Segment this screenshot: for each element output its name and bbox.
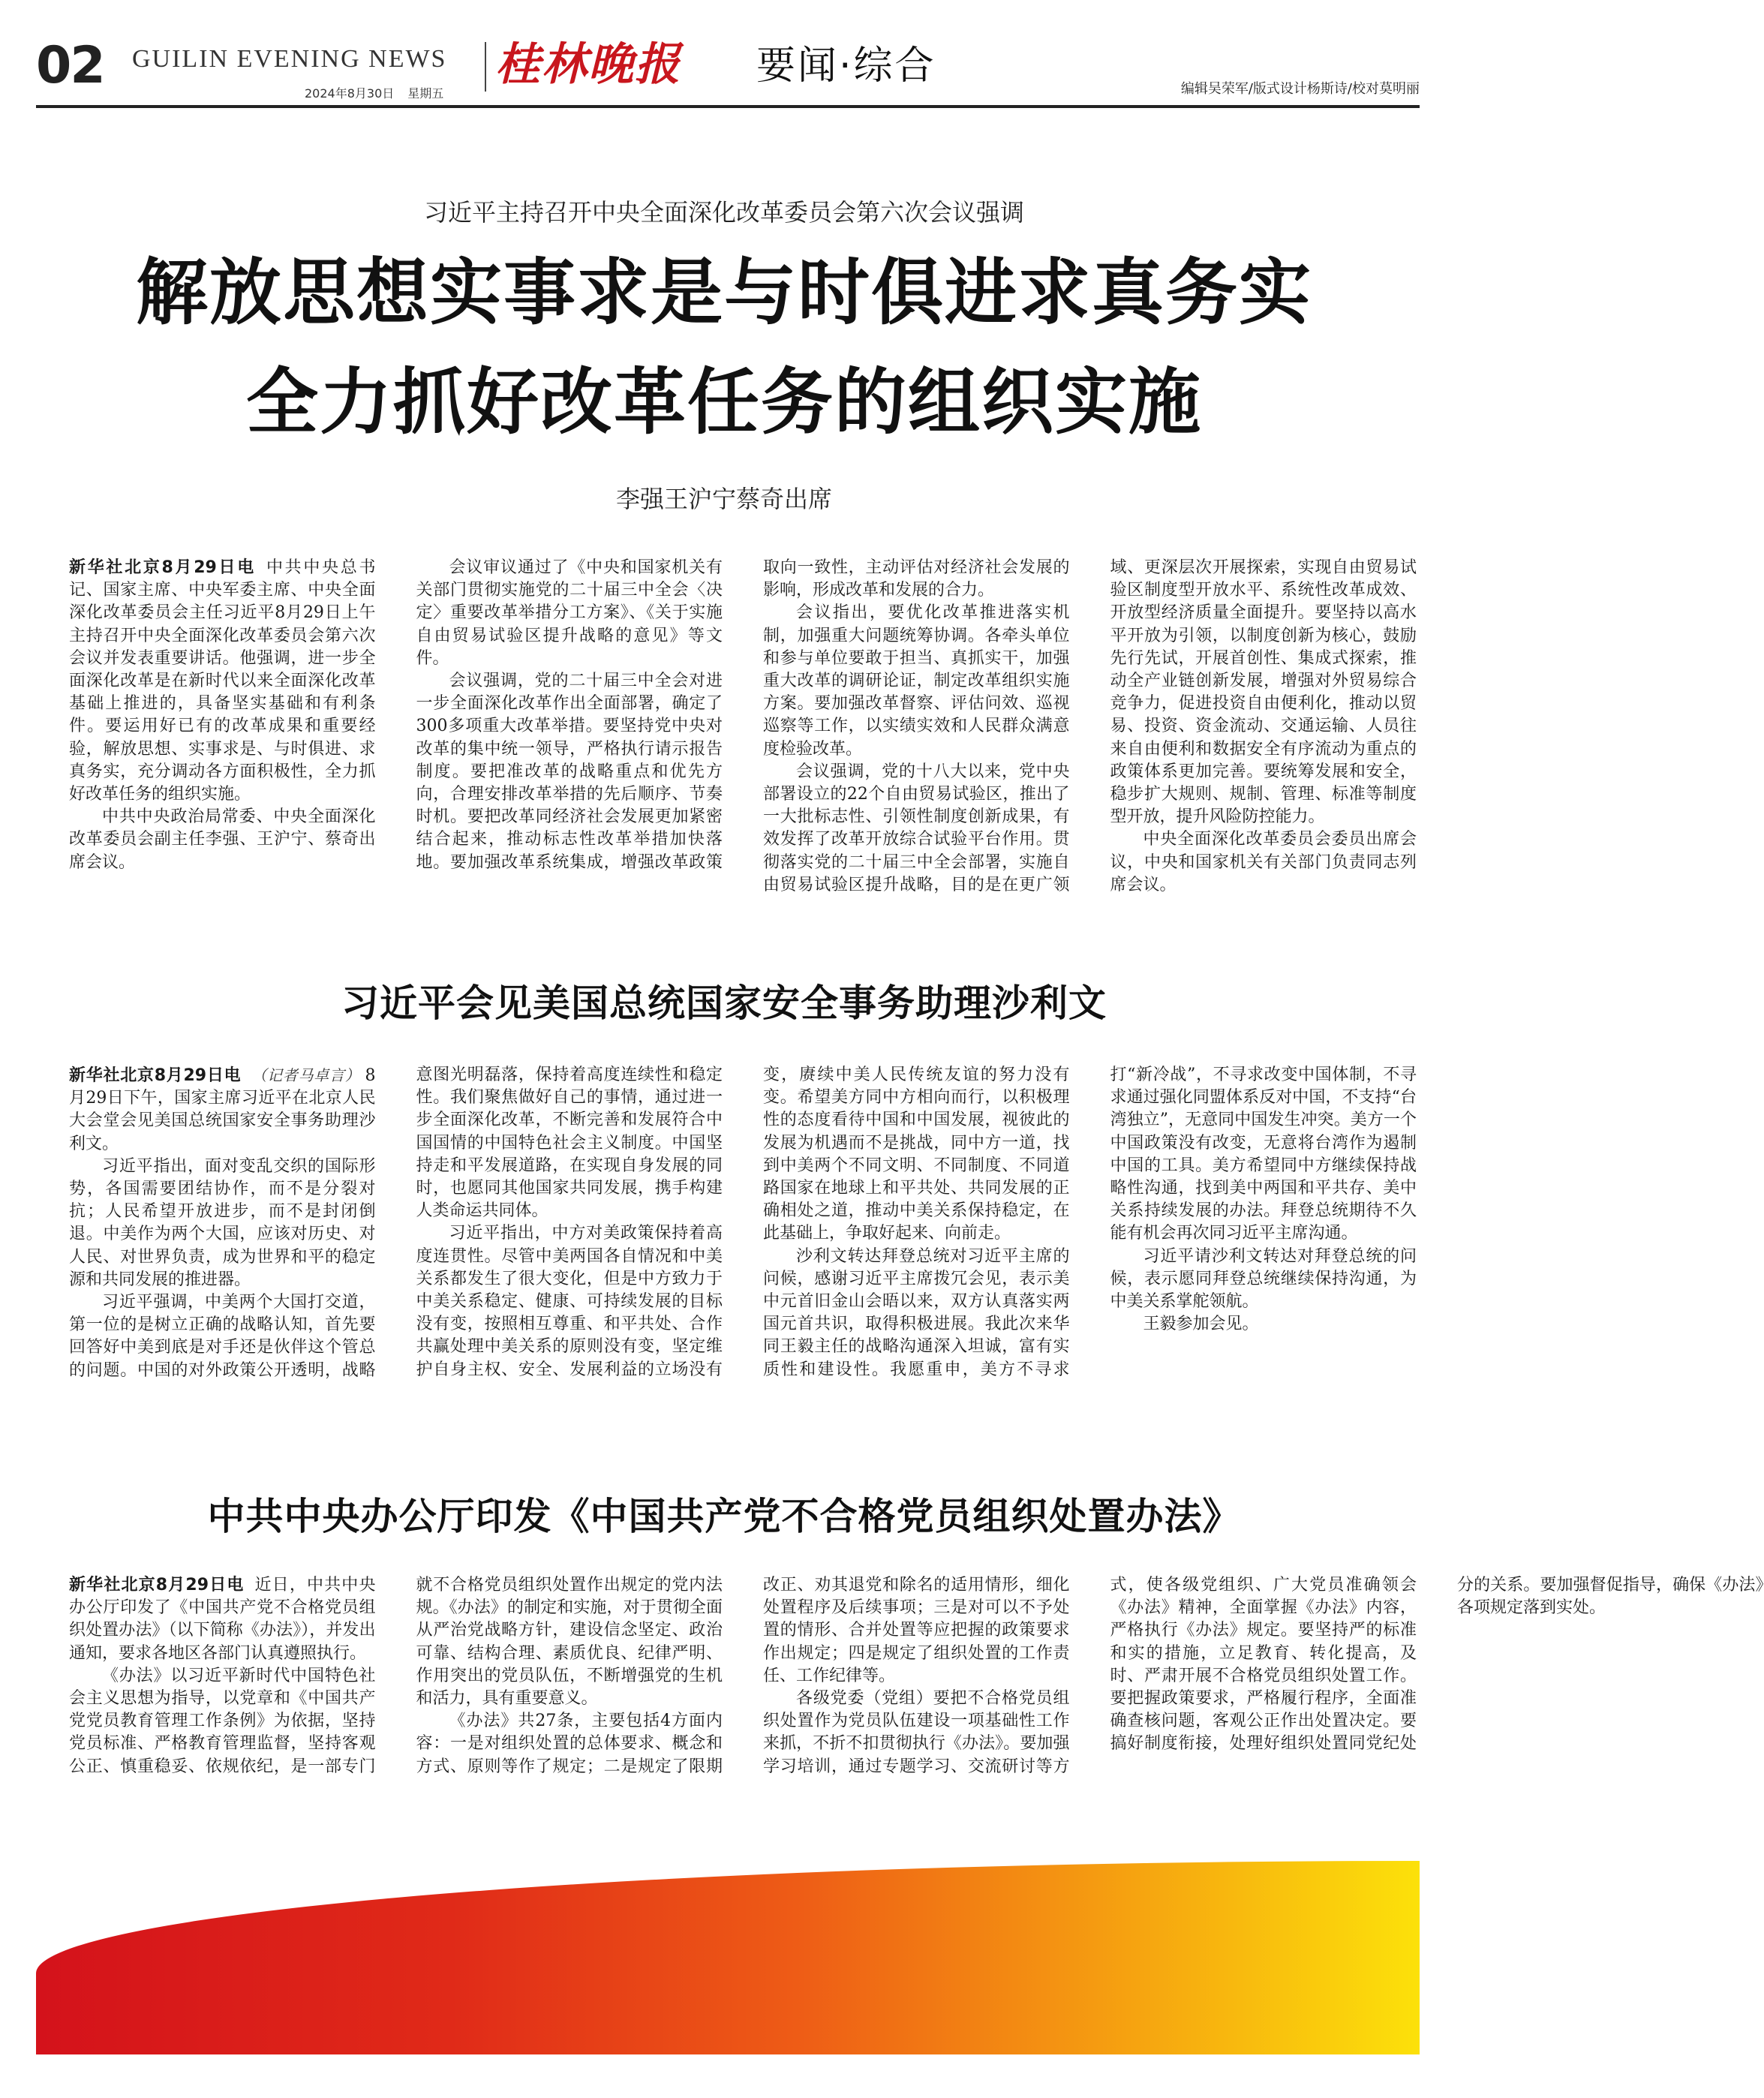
article-paragraph: 新华社北京8月29日电 （记者马卓言） 8月29日下午，国家主席习近平在北京人民大会堂会见美国总统国家安全事务助理沙利文。 [69,1066,376,1153]
article-paragraph: 会议强调，党的二十届三中全会对进一步全面深化改革作出全面部署，确定了300多项重大改革举措。要坚持党中央对改革的集中统一领导，严格执行请示报告制度。要把准改革的战略重点和优先方向，合理安排改革举措的先后顺序、节奏时机。要把改革同经济社会发展更加紧密结合起来，推动标志性改革举措加快落地。要加强改革系统集成，增强改革政策取向一致性，主动评估对经济社会发展的影响，形成改革和发展的合力。 [416,558,1070,872]
date: 2024年8月30日 [305,86,395,101]
dateline: 新华社北京8月29日电 [69,558,256,577]
page-number: 02 [36,36,104,95]
decorative-color-band [36,1861,1420,2054]
article-paragraph: 新华社北京8月29日电 中共中央总书记、国家主席、中央军委主席、中央全面深化改革委员会主任习近平8月29日上午主持召开中央全面深化改革委员会第六次会议并发表重要讲话。他强调，进一步全面深化改革是在新时代以来全面深化改革基础上推进的，具备坚实基础和有利条件。要运用好已有的改革成果和重要经验，解放思想、实事求是、与时俱进、求真务实，充分调动各方面积极性，全力抓好改革任务的组织实施。 [69,558,376,804]
article-paragraph: 各级党委（党组）要把不合格党员组织处置作为党员队伍建设一项基础性工作来抓，不折不扣贯彻执行《办法》。要加强学习培训，通过专题学习、交流研讨等方式，使各级党组织、广大党员准确领会《办法》精神，全面掌握《办法》内容，严格执行《办法》规定。要坚持严的标准和实的措施，立足教育、转化提高，及时、严肃开展不合格党员组织处置工作。要把握政策要求，严格履行程序，全面准确查核问题，客观公正作出处置决定。要搞好制度衔接，处理好组织处置同党纪处分的关系。要加强督促指导，确保《办法》各项规定落到实处。 [763,1576,1764,1776]
issue-date [305,84,443,101]
article-paragraph: 会议审议通过了《中央和国家机关有关部门贯彻实施党的二十届三中全会〈决定〉重要改革举措分工方案》、《关于实施自由贸易试验区提升战略的意见》等文件。 [416,558,723,668]
story-3-body [69,1574,1764,1799]
masthead-rule [36,105,1420,108]
article-paragraph: 沙利文转达拜登总统对习近平主席的问候，感谢习近平主席拨冗会见，表示美中元首旧金山会晤以来，双方认真落实两国元首共识，取得积极进展。我此次来华同王毅主任的战略沟通深入坦诚，富有实质性和建设性。我愿重申，美方不寻求打“新冷战”，不寻求改变中国体制，不寻求通过强化同盟体系反对中国，不支持“台湾独立”，无意同中国发生冲突。美方一个中国政策没有改变，无意将台湾作为遏制中国的工具。美方希望同中方继续保持战略性沟通，找到美中两国和平共存、美中关系持续发展的办法。拜登总统期待不久能有机会再次同习近平主席沟通。 [763,1066,1417,1379]
lead-title-line-1: 解放思想实事求是与时俱进求真务实 [136,251,1312,335]
story-3-title: 中共中央办公厅印发《中国共产党不合格党员组织处置办法》 [207,1495,1241,1538]
paper-logo: 桂林晚报 [495,38,681,91]
article-paragraph: 中共中央政治局常委、中央全面深化改革委员会副主任李强、王沪宁、蔡奇出席会议。 [69,807,376,872]
article-paragraph: 习近平强调，中美两个大国打交道，第一位的是树立正确的战略认知，首先要回答好中美到底是对手还是伙伴这个管总的问题。中国的对外政策公开透明，战略意图光明磊落，保持着高度连续性和稳定性。我们聚焦做好自己的事情，通过进一步全面深化改革，不断完善和发展符合中国国情的中国特色社会主义制度。中国坚持走和平发展道路，在实现自身发展的同时，也愿同其他国家共同发展，携手构建人类命运共同体。 [69,1066,723,1380]
article-paragraph: 新华社北京8月29日电 近日，中共中央办公厅印发了《中国共产党不合格党员组织处置办法》（以下简称《办法》），并发出通知，要求各地区各部门认真遵照执行。 [69,1576,376,1663]
lead-subtitle: 李强王沪宁蔡奇出席 [615,485,832,513]
article-paragraph: 王毅参加会见。 [1143,1315,1259,1334]
article-paragraph: 习近平请沙利文转达对拜登总统的问候，表示愿同拜登总统继续保持沟通，为中美关系掌舵领航。 [1110,1246,1417,1312]
article-paragraph: 《办法》以习近平新时代中国特色社会主义思想为指导，以党章和《中国共产党党员教育管理工作条例》为依据，坚持党员标准、严格教育管理监督，坚持客观公正、慎重稳妥、依规依纪，是一部专门就不合格党员组织处置作出规定的党内法规。《办法》的制定和实施，对于贯彻全面从严治党战略方针，建设信念坚定、政治可靠、结构合理、素质优良、纪律严明、作用突出的党员队伍，不断增强党的生机和活力，具有重要意义。 [69,1576,723,1776]
masthead [36,36,1420,108]
dateline: 新华社北京8月29日电 [69,1576,245,1595]
lead-title-line-2: 全力抓好改革任务的组织实施 [246,360,1202,444]
lead-article-body [69,557,1417,917]
dateline: 新华社北京8月29日电 [69,1066,242,1085]
lead-kicker: 习近平主持召开中央全面深化改革委员会第六次会议强调 [423,198,1024,227]
reporter-byline: （记者马卓言） [251,1066,361,1084]
article-paragraph: 习近平指出，面对变乱交织的国际形势，各国需要团结协作，而不是分裂对抗；人民希望开放进步，而不是封闭倒退。中美作为两个大国，应该对历史、对人民、对世界负责，成为世界和平的稳定源和共同发展的推进器。 [69,1156,376,1289]
article-paragraph: 中央全面深化改革委员会委员出席会议，中央和国家机关有关部门负责同志列席会议。 [1110,830,1417,894]
article-paragraph: 《办法》共27条，主要包括4方面内容：一是对组织处置的总体要求、概念和方式、原则等作了规定；二是规定了限期改正、劝其退党和除名的适用情形，细化处置程序及后续事项；三是对可以不予处置的情形、合并处置等应把握的政策要求作出规定；四是规定了组织处置的工作责任、工作纪律等。 [416,1576,1070,1776]
section-name: 要闻·综合 [756,44,936,89]
weekday: 星期五 [407,86,444,101]
story-2-body [69,1064,1417,1394]
paper-name-en: GUILIN EVENING NEWS [132,45,447,73]
editor-credits: 编辑吴荣军/版式设计杨斯诗/校对莫明丽 [1180,81,1420,97]
article-paragraph: 习近平指出，中方对美政策保持着高度连贯性。尽管中美两国各自情况和中美关系都发生了很大变化，但是中方致力于中美关系稳定、健康、可持续发展的目标没有变，按照相互尊重、和平共处、合作共赢处理中美关系的原则没有变，坚定维护自身主权、安全、发展利益的立场没有变，赓续中美人民传统友谊的努力没有变。希望美方同中方相向而行，以积极理性的态度看待中国和中国发展，视彼此的发展为机遇而不是挑战，同中方一道，找到中美两个不同文明、不同制度、不同道路国家在地球上和平共处、共同发展的正确相处之道，推动中美关系保持稳定，在此基础上，争取好起来、向前走。 [416,1066,1070,1379]
article-paragraph: 会议强调，党的十八大以来，党中央部署设立的22个自由贸易试验区，推出了一大批标志性、引领性制度创新成果，有效发挥了改革开放综合试验平台作用。贯彻落实党的二十届三中全会部署，实施自由贸易试验区提升战略，目的是在更广领域、更深层次开展探索，实现自由贸易试验区制度型开放水平、系统性改革成效、开放型经济质量全面提升。要坚持以高水平开放为引领，以制度创新为核心，鼓励先行先试，开展首创性、集成式探索，推动全产业链创新发展，增强对外贸易综合竞争力，促进投资自由便利化，推动以贸易、投资、资金流动、交通运输、人员往来自由便利和数据安全有序流动为重点的政策体系更加完善。要统筹发展和安全，稳步扩大规则、规制、管理、标准等制度型开放，提升风险防控能力。 [763,558,1417,894]
story-2-title: 习近平会见美国总统国家安全事务助理沙利文 [341,981,1107,1025]
article-paragraph: 会议指出，要优化改革推进落实机制，加强重大问题统筹协调。各牵头单位和参与单位要敢于担当、真抓实干，加强重大改革的调研论证，制定改革组织实施方案。要加强改革督察、评估问效、巡视巡察等工作，以实绩实效和人民群众满意度检验改革。 [763,603,1070,759]
masthead-divider [485,42,486,92]
